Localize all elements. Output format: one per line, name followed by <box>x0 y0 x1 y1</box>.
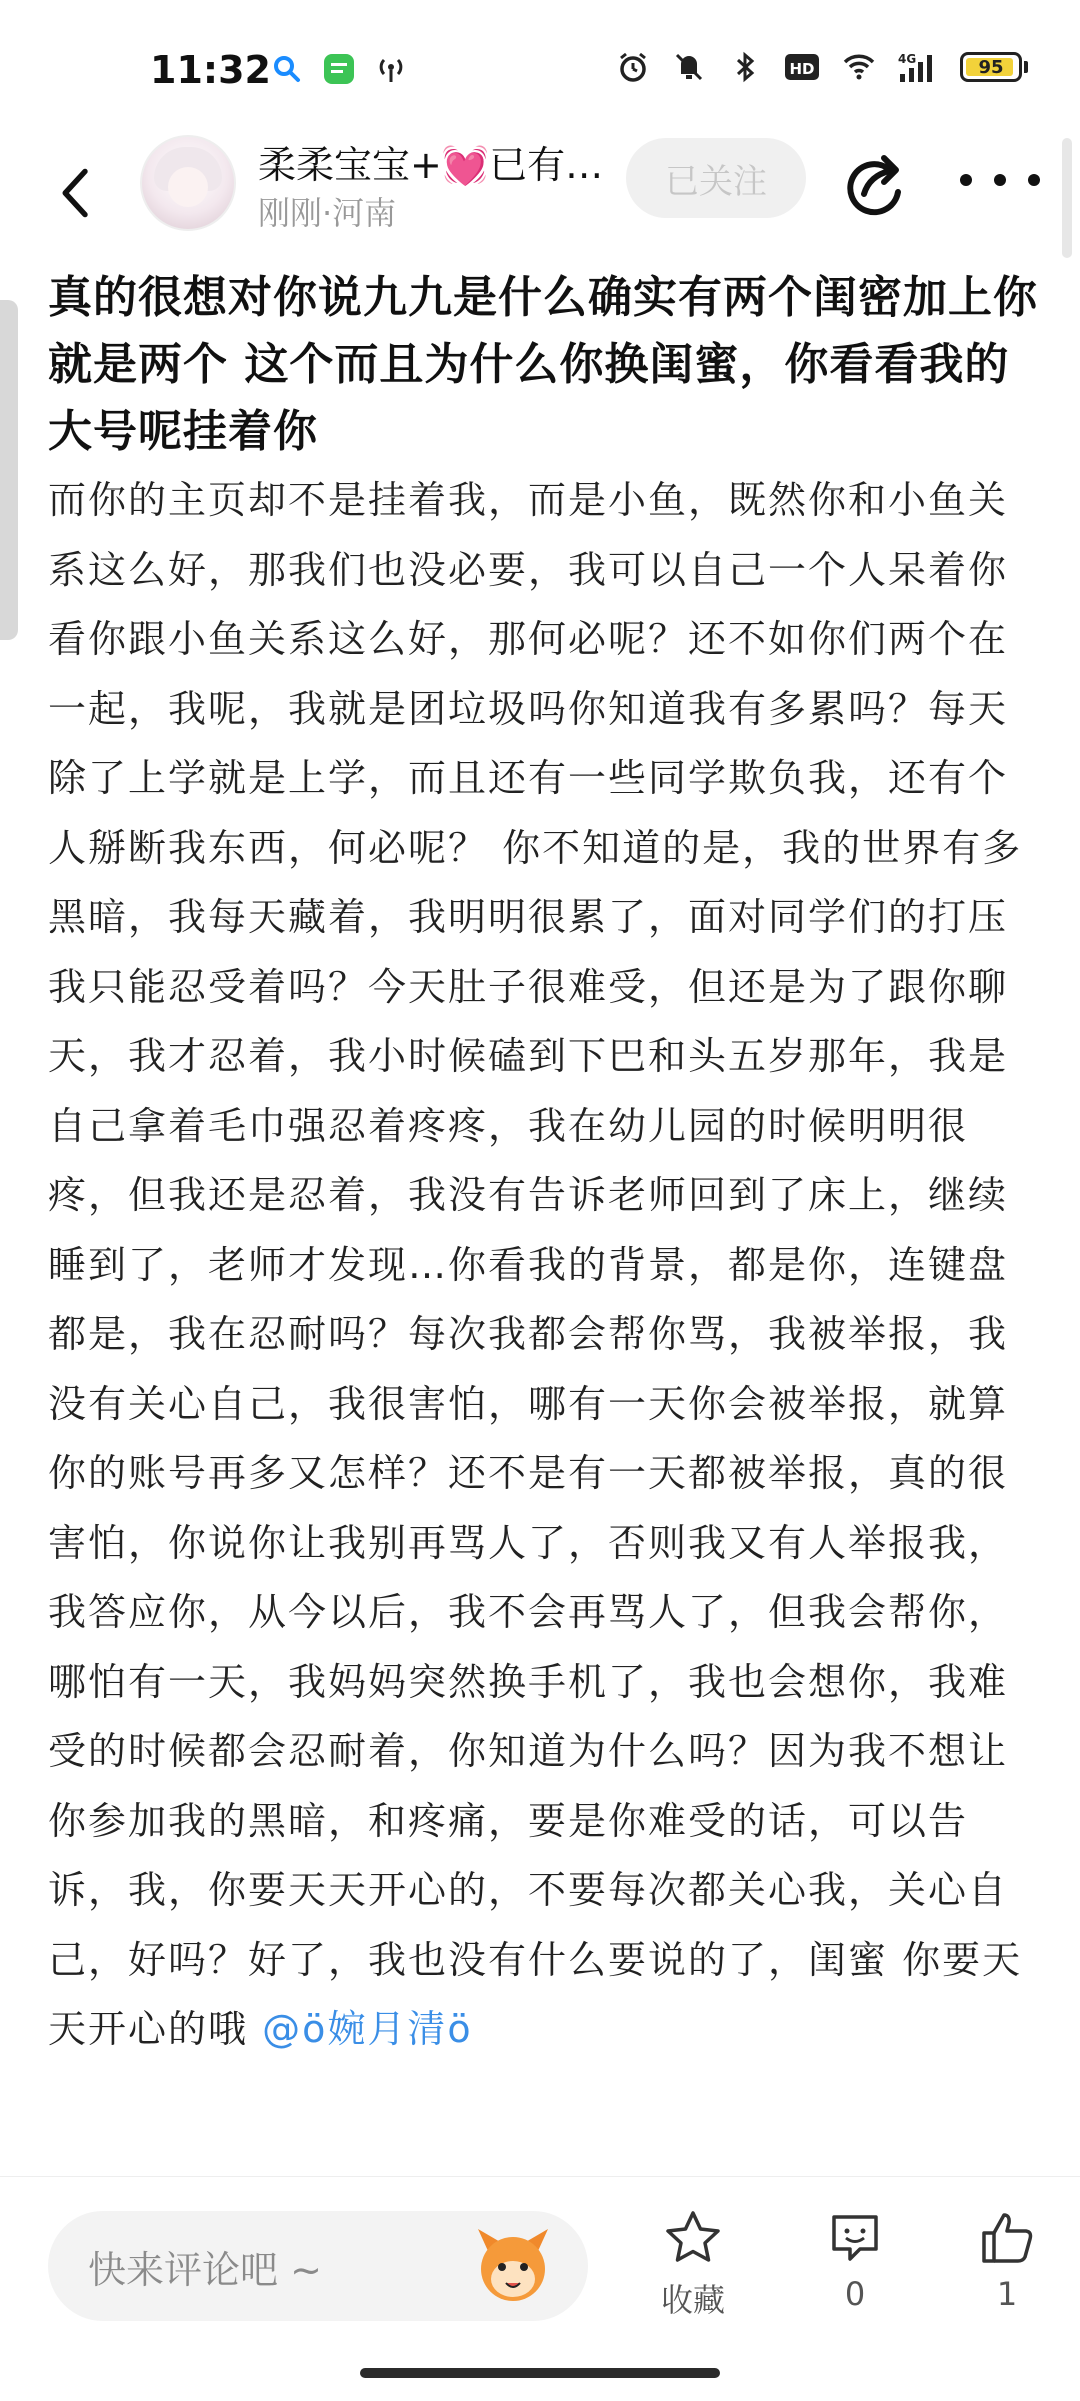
username[interactable] <box>258 134 603 189</box>
comment-icon <box>824 2207 886 2269</box>
battery-icon <box>960 52 1028 82</box>
side-drawer-handle[interactable] <box>0 300 18 640</box>
hotspot-icon <box>374 52 408 86</box>
bluetooth-icon <box>728 50 762 84</box>
share-button[interactable] <box>840 148 910 218</box>
post-title: 真的很想对你说九九是什么确实有两个闺密加上你就是两个 这个而且为什么你换闺蜜，你看看我的大号呢挂着你 <box>48 272 1038 457</box>
comment-placeholder: 快来评论吧 ~ <box>88 2247 322 2292</box>
avatar[interactable] <box>140 135 236 231</box>
alarm-icon <box>616 50 650 84</box>
more-dot-icon <box>960 174 972 186</box>
wifi-icon <box>842 50 876 84</box>
more-dot-icon <box>1028 174 1040 186</box>
mention-link[interactable]: @ö婉月清ö <box>262 2007 473 2051</box>
favorite-button[interactable] <box>638 2207 748 2321</box>
battery-text: 95 <box>978 56 1004 78</box>
favorite-label: 收藏 <box>660 2281 725 2319</box>
username-suffix: 已有… <box>489 143 604 187</box>
comment-input[interactable] <box>48 2211 588 2321</box>
status-time: 11:32 <box>150 48 271 92</box>
hd-icon <box>784 50 820 84</box>
mascot-icon <box>468 2221 558 2311</box>
hd-text: HD <box>789 60 815 78</box>
post-body-text: 而你的主页却不是挂着我，而是小鱼，既然你和小鱼关系这么好，那我们也没必要，我可以自己一个人呆着你看你跟小鱼关系这么好，那何必呢？还不如你们两个在一起，我呢，我就是团垃圾吗你知道我有多累吗？每天除了上学就是上学，而且还有一些同学欺负我，还有个人掰断我东西，何必呢？ 你不知道的是，我的世界有多黑暗，我每天藏着，我明明很累了，面对同学们的打压我只能忍受着吗？今天肚子很难受，但还是为了跟你聊天，我才忍着，我小时候磕到下巴和头五岁那年，我是自己拿着毛巾强忍着疼疼，我在幼儿园的时候明明很疼，但我还是忍着，我没有告诉老师回到了床上，继续睡到了，老师才发现…你看我的背景，都是你，连键盘都是，我在忍耐吗？每次我都会帮你骂，我被举报，我没有关心自己，我很害怕，哪有一天你会被举报，就算你的账号再多又怎样？还不是有一天都被举报，真的很害怕，你说你让我别再骂人了，否则我又有人举报我，我答应你，从今以后，我不会再骂人了，但我会帮你，哪怕有一天，我妈妈突然换手机了，我也会想你，我难受的时候都会忍耐着，你知道为什么吗？因为我不想让你参加我的黑暗，和疼痛，要是你难受的话，可以告诉，我，你要天天开心的，不要每次都关心我，关心自己，好吗？好了，我也没有什么要说的了，闺蜜 你要天天开心的哦 <box>48 478 1023 2051</box>
share-icon <box>840 148 910 218</box>
search-icon <box>270 52 304 86</box>
like-button[interactable] <box>952 2207 1062 2313</box>
mute-icon <box>672 50 706 84</box>
network-text: 4G <box>898 52 917 66</box>
star-icon <box>662 2207 724 2269</box>
follow-button[interactable]: 已关注 <box>626 138 806 218</box>
heart-icon: 💓 <box>441 143 490 187</box>
thumbs-up-icon <box>976 2207 1038 2269</box>
back-button[interactable] <box>46 158 106 228</box>
more-dot-icon <box>994 174 1006 186</box>
post-time-location: 刚刚·河南 <box>258 194 397 232</box>
message-app-icon <box>322 52 356 86</box>
comment-button[interactable] <box>800 2207 910 2313</box>
post-header <box>0 130 1080 260</box>
post-body <box>48 466 1033 2065</box>
like-count: 1 <box>996 2275 1018 2313</box>
scrollbar[interactable] <box>1062 138 1072 258</box>
comment-count: 0 <box>844 2275 866 2313</box>
username-text: 柔柔宝宝+ <box>258 143 442 187</box>
back-arrow-icon <box>58 166 94 220</box>
home-indicator[interactable] <box>360 2368 720 2378</box>
more-options-button[interactable] <box>960 150 1040 210</box>
signal-icon <box>898 50 938 84</box>
status-bar <box>0 0 1080 140</box>
